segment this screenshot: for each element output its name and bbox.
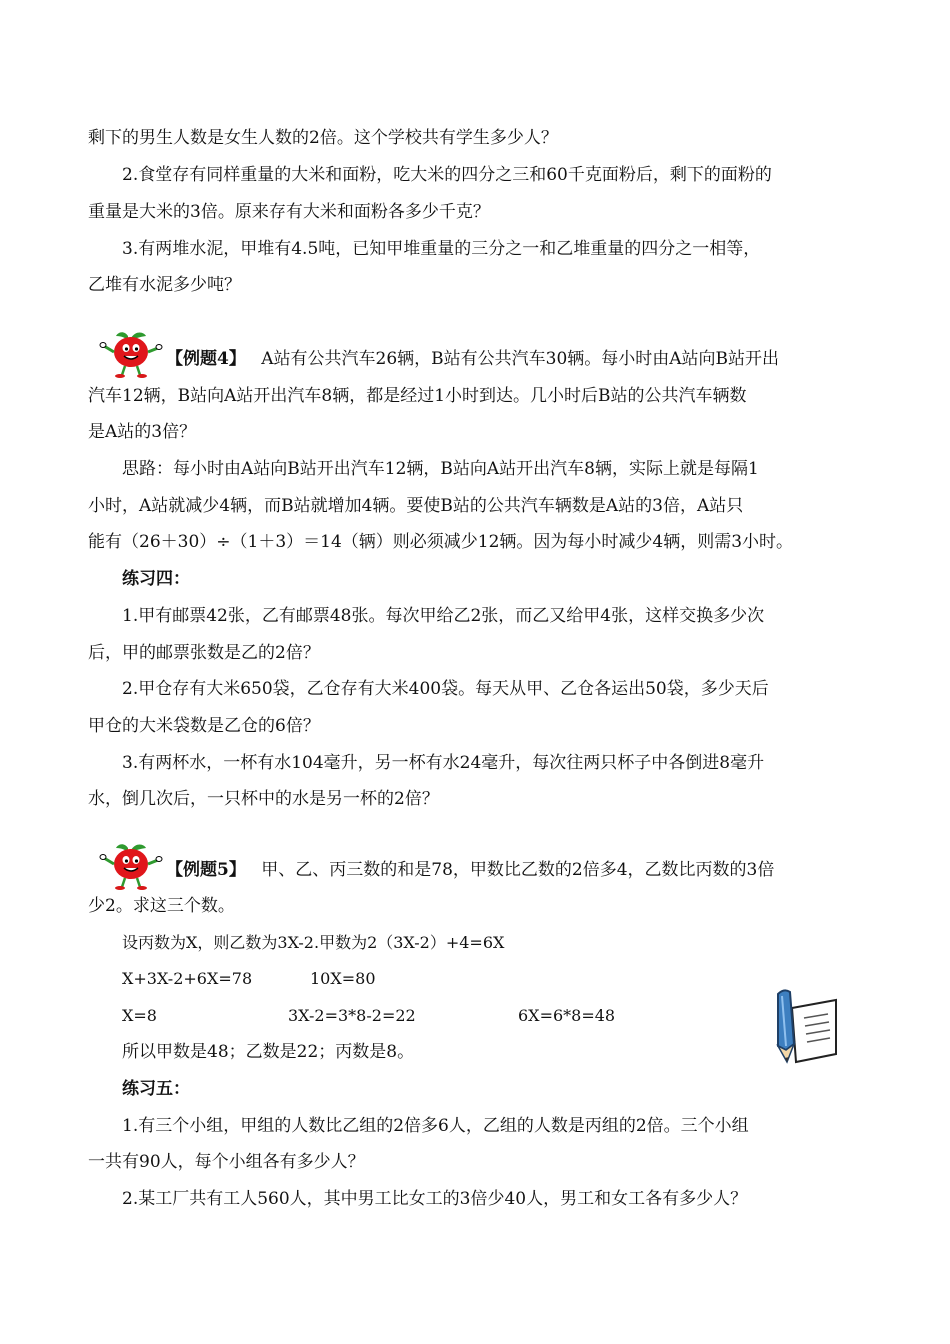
practice3-question2: 2.食堂存有同样重量的大米和面粉，吃大米的四分之三和60千克面粉后，剩下的面粉的 (122, 165, 772, 185)
text-line: 甲仓的大米袋数是乙仓的6倍？ (88, 716, 320, 736)
text-line: 后，甲的邮票张数是乙的2倍？ (88, 643, 320, 663)
text-line: 重量是大米的3倍。原来存有大米和面粉各多少千克？ (88, 202, 490, 222)
practice5-question2: 2.某工厂共有工人560人，其中男工比女工的3倍少40人，男工和女工各有多少人？ (122, 1189, 748, 1209)
apple-mascot-icon (98, 842, 164, 890)
example5-question: 甲、乙、丙三数的和是78，甲数比乙数的2倍多4，乙数比丙数的3倍 (261, 860, 775, 880)
practice5-question1: 1.有三个小组，甲组的人数比乙组的2倍多6人，乙组的人数是丙组的2倍。三个小组 (122, 1116, 749, 1136)
practice4-question3: 3.有两杯水，一杯有水104毫升，另一杯有水24毫升，每次往两只杯子中各倒进8毫升 (122, 753, 765, 773)
apple-mascot-icon (98, 330, 164, 378)
equation: X+3X-2+6X=78 (122, 969, 253, 988)
pencil-paper-icon (768, 988, 840, 1068)
practice4-question2: 2.甲仓存有大米650袋，乙仓存有大米400袋。每天从甲、乙仓各运出50袋，多少天后 (122, 679, 769, 699)
text-line: 剩下的男生人数是女生人数的2倍。这个学校共有学生多少人？ (88, 128, 558, 148)
text-line: 一共有90人，每个小组各有多少人？ (88, 1152, 365, 1172)
example5-solution: 设丙数为X，则乙数为3X-2.甲数为2（3X-2）+4=6X (122, 933, 505, 952)
example4-question: A站有公共汽车26辆，B站有公共汽车30辆。每小时由A站向B站开出 (261, 349, 780, 369)
example4-label: 【例题4】 (166, 349, 246, 369)
text-line: 能有（26＋30）÷（1＋3）＝14（辆）则必须减少12辆。因为每小时减少4辆，则需3小时。 (88, 532, 794, 552)
practice5-title: 练习五： (122, 1079, 190, 1099)
text-line: 汽车12辆，B站向A站开出汽车8辆，都是经过1小时到达。几小时后B站的公共汽车辆数 (88, 386, 747, 406)
example5-label: 【例题5】 (166, 860, 246, 880)
practice3-question3: 3.有两堆水泥，甲堆有4.5吨，已知甲堆重量的三分之一和乙堆重量的四分之一相等， (122, 239, 761, 259)
text-line: 少2。求这三个数。 (88, 896, 235, 916)
example5-text (166, 858, 774, 882)
equation: X=8 (122, 1006, 157, 1025)
equation: 10X=80 (310, 969, 376, 988)
text-line: 乙堆有水泥多少吨？ (88, 275, 241, 295)
text-line: 小时，A站就减少4辆，而B站就增加4辆。要使B站的公共汽车辆数是A站的3倍，A站只 (88, 496, 744, 516)
text-line: 是A站的3倍？ (88, 422, 197, 442)
practice4-question1: 1.甲有邮票42张，乙有邮票48张。每次甲给乙2张，而乙又给甲4张，这样交换多少次 (122, 606, 765, 626)
equation: 3X-2=3*8-2=22 (288, 1006, 416, 1025)
practice4-title: 练习四： (122, 569, 190, 589)
equation: 6X=6*8=48 (518, 1006, 616, 1025)
example4-text (166, 347, 779, 371)
example5-answer: 所以甲数是48；乙数是22；丙数是8。 (122, 1042, 415, 1062)
example4-idea: 思路：每小时由A站向B站开出汽车12辆，B站向A站开出汽车8辆，实际上就是每隔1 (122, 459, 759, 479)
text-line: 水，倒几次后，一只杯中的水是另一杯的2倍？ (88, 789, 439, 809)
